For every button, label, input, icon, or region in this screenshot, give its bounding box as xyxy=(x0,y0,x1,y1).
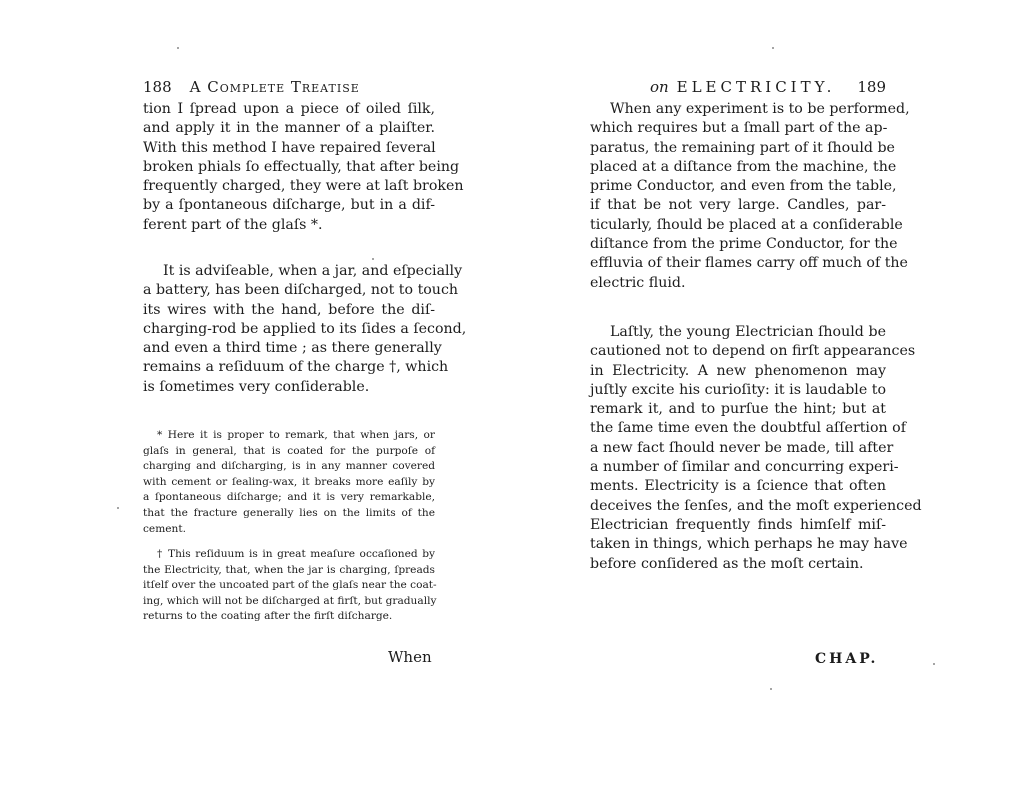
running-title-left: A Complete Treatise xyxy=(189,78,360,96)
text-line: remains a reſiduum of the charge †, which xyxy=(143,359,449,376)
text-line: ing, which will not be diſcharged at firſt, but gradually xyxy=(143,594,437,607)
text-line: diſtance from the prime Conductor, for the xyxy=(590,236,898,253)
text-line: with cement or ſealing-wax, it breaks more eaſily by xyxy=(143,475,435,488)
text-line: ticularly, ſhould be placed at a conſiderable xyxy=(590,216,903,233)
text-line: deceives the ſenſes, and the moſt experienced xyxy=(590,497,922,514)
text-line: remark it, and to purſue the hint; but at xyxy=(590,401,886,418)
text-line: With this method I have repaired ſeveral xyxy=(143,139,436,156)
running-title-right: ELECTRICITY. xyxy=(676,78,836,96)
text-line: broken phials ſo effectually, that after being xyxy=(143,158,460,175)
page-number-left: 188 xyxy=(143,78,172,96)
text-line: juſtly excite his curioſity: it is laudable to xyxy=(590,381,886,398)
text-line: a new fact ſhould never be made, till after xyxy=(590,439,894,456)
text-line: electric fluid. xyxy=(590,274,686,291)
footnote-dagger xyxy=(143,547,435,625)
text-line: prime Conductor, and even from the table, xyxy=(590,178,897,195)
scan-speck xyxy=(772,47,774,49)
left-paragraph-1 xyxy=(143,100,464,235)
text-line: the Electricity, that, when the jar is charging, ſpreads xyxy=(143,563,435,576)
text-line: its wires with the hand, before the diſ- xyxy=(143,301,435,318)
text-line: charging-rod be applied to its ſides a ſecond, xyxy=(143,320,467,337)
text-line: Electrician frequently finds himſelf miſ- xyxy=(590,516,886,533)
footnote-asterisk xyxy=(143,428,435,537)
text-line: returns to the coating after the firſt diſcharge. xyxy=(143,610,393,623)
left-paragraph-2 xyxy=(143,262,467,397)
text-line: a number of ſimilar and concurring experi- xyxy=(590,459,899,476)
text-line: frequently charged, they were at laſt broken xyxy=(143,178,464,195)
catchword-left: When xyxy=(388,648,432,666)
text-line: and apply it in the manner of a plaiſter. xyxy=(143,120,435,137)
text-line: if that be not very large. Candles, par- xyxy=(590,197,886,214)
running-title-prefix: on xyxy=(649,78,669,96)
text-line: that the fracture generally lies on the limits of the xyxy=(143,506,435,519)
scan-speck xyxy=(117,507,119,509)
text-line: taken in things, which perhaps he may have xyxy=(590,536,908,553)
page-number-right: 189 xyxy=(857,78,886,96)
text-line: tion I ſpread upon a piece of oiled ſilk, xyxy=(143,101,435,117)
text-line: cautioned not to depend on firſt appearances xyxy=(590,343,916,360)
text-line: in Electricity. A new phenomenon may xyxy=(590,362,886,379)
text-line: itſelf over the uncoated part of the glaſs near the coat- xyxy=(143,579,437,592)
text-line: ferent part of the glaſs *. xyxy=(143,216,323,233)
text-line: and even a third time ; as there generally xyxy=(143,340,442,357)
catchword-right: CHAP. xyxy=(815,651,879,667)
scan-speck xyxy=(933,663,935,665)
text-line: the ſame time even the doubtful aſſertion of xyxy=(590,420,906,437)
text-line: † This reſiduum is in great meaſure occaſioned by xyxy=(157,548,435,560)
text-line: before conſidered as the moſt certain. xyxy=(590,555,864,572)
text-line: a battery, has been diſcharged, not to touch xyxy=(143,282,459,299)
right-paragraph-2 xyxy=(590,323,922,574)
text-line: by a ſpontaneous diſcharge, but in a dif- xyxy=(143,197,435,214)
text-line: It is adviſeable, when a jar, and eſpecially xyxy=(163,263,463,279)
scan-speck xyxy=(372,258,374,260)
text-line: When any experiment is to be performed, xyxy=(610,101,910,117)
scan-speck xyxy=(177,47,179,49)
right-paragraph-1 xyxy=(590,100,910,293)
text-line: placed at a diſtance from the machine, the xyxy=(590,158,897,175)
left-running-head xyxy=(143,78,435,98)
text-line: glaſs in general, that is coated for the purpoſe of xyxy=(143,444,435,457)
text-line: which requires but a ſmall part of the ap- xyxy=(590,120,888,137)
text-line: Laſtly, the young Electrician ſhould be xyxy=(610,324,886,340)
text-line: a ſpontaneous diſcharge; and it is very remarkable, xyxy=(143,491,435,504)
text-line: paratus, the remaining part of it ſhould be xyxy=(590,139,895,156)
text-line: cement. xyxy=(143,522,186,535)
text-line: is ſometimes very conſiderable. xyxy=(143,378,370,395)
scan-speck xyxy=(770,688,772,690)
text-line: effluvia of their flames carry off much of the xyxy=(590,255,908,272)
text-line: * Here it is proper to remark, that when jars, or xyxy=(157,429,435,441)
text-line: ments. Electricity is a ſcience that often xyxy=(590,478,886,495)
text-line: charging and diſcharging, is in any manner covered xyxy=(143,460,435,473)
right-running-head xyxy=(590,78,886,98)
